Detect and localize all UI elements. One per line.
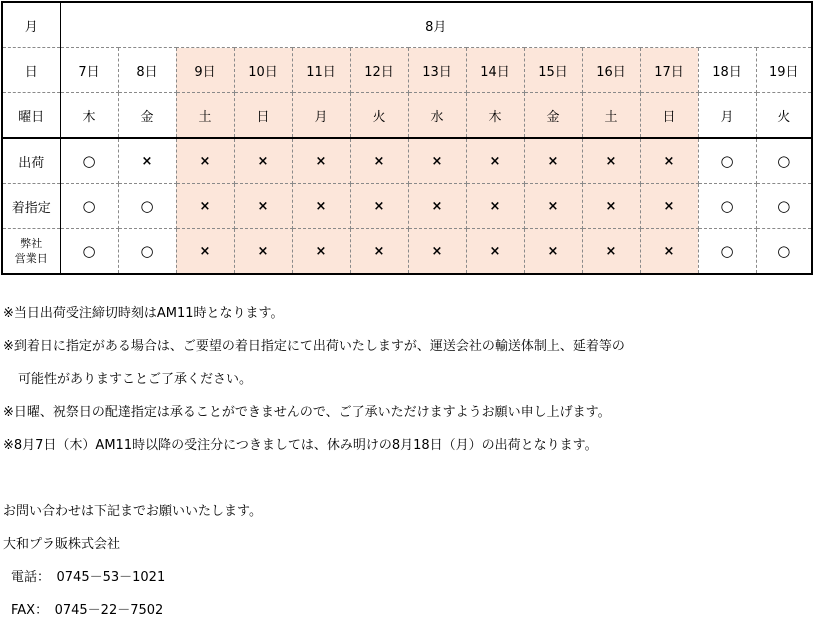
status-cell xyxy=(756,229,812,275)
unavailable-mark: × xyxy=(315,198,327,214)
status-cell xyxy=(582,229,640,275)
unavailable-mark: × xyxy=(257,243,269,259)
unavailable-mark: × xyxy=(663,243,675,259)
weekday-cell: 月 xyxy=(698,93,756,139)
unavailable-mark: × xyxy=(257,153,269,169)
status-cell xyxy=(408,138,466,184)
weekday-cell: 火 xyxy=(756,93,812,139)
status-cell xyxy=(234,229,292,275)
weekday-cell: 木 xyxy=(466,93,524,139)
month-row xyxy=(2,2,812,48)
status-cell xyxy=(292,138,350,184)
day-cell: 9日 xyxy=(176,48,234,93)
unavailable-mark: × xyxy=(489,243,501,259)
available-mark: ○ xyxy=(720,152,734,170)
status-cell xyxy=(756,184,812,229)
note-delivery-designation: ※到着日に指定がある場合は、ご要望の着日指定にて出荷いたしますが、運送会社の輸送体制上、延着等の xyxy=(3,339,625,354)
status-cell xyxy=(466,229,524,275)
month-value: 8月 xyxy=(60,2,812,48)
weekday-label: 曜日 xyxy=(2,93,60,139)
available-mark: ○ xyxy=(777,197,791,215)
status-cell xyxy=(524,229,582,275)
status-cell xyxy=(292,184,350,229)
day-cell: 10日 xyxy=(234,48,292,93)
unavailable-mark: × xyxy=(373,198,385,214)
status-cell xyxy=(118,184,176,229)
day-cell: 14日 xyxy=(466,48,524,93)
unavailable-mark: × xyxy=(431,243,443,259)
available-mark: ○ xyxy=(777,152,791,170)
unavailable-mark: × xyxy=(373,243,385,259)
status-cell xyxy=(756,138,812,184)
weekday-cell: 土 xyxy=(176,93,234,139)
available-mark: ○ xyxy=(720,197,734,215)
status-cell xyxy=(350,229,408,275)
contact-intro: お問い合わせは下記までお願いいたします。 xyxy=(3,504,262,519)
shipping-row xyxy=(2,138,812,184)
unavailable-mark: × xyxy=(141,153,153,169)
day-cell: 7日 xyxy=(60,48,118,93)
status-cell xyxy=(350,184,408,229)
unavailable-mark: × xyxy=(199,198,211,214)
shipping-label: 出荷 xyxy=(2,138,60,184)
status-cell xyxy=(582,184,640,229)
weekday-cell: 水 xyxy=(408,93,466,139)
weekday-row xyxy=(2,93,812,139)
unavailable-mark: × xyxy=(605,198,617,214)
day-cell: 19日 xyxy=(756,48,812,93)
status-cell xyxy=(408,229,466,275)
weekday-cell: 土 xyxy=(582,93,640,139)
day-row xyxy=(2,48,812,93)
day-cell: 16日 xyxy=(582,48,640,93)
unavailable-mark: × xyxy=(199,153,211,169)
available-mark: ○ xyxy=(82,152,96,170)
day-cell: 17日 xyxy=(640,48,698,93)
status-cell xyxy=(60,184,118,229)
weekday-cell: 月 xyxy=(292,93,350,139)
available-mark: ○ xyxy=(82,197,96,215)
weekday-cell: 日 xyxy=(234,93,292,139)
unavailable-mark: × xyxy=(489,153,501,169)
unavailable-mark: × xyxy=(315,243,327,259)
status-cell xyxy=(582,138,640,184)
unavailable-mark: × xyxy=(605,153,617,169)
status-cell xyxy=(118,229,176,275)
status-cell xyxy=(234,138,292,184)
delivery-designation-label: 着指定 xyxy=(2,184,60,229)
status-cell xyxy=(60,229,118,275)
weekday-cell: 日 xyxy=(640,93,698,139)
unavailable-mark: × xyxy=(431,198,443,214)
unavailable-mark: × xyxy=(605,243,617,259)
day-cell: 15日 xyxy=(524,48,582,93)
business-day-label-line1: 弊社 xyxy=(20,237,43,250)
status-cell xyxy=(60,138,118,184)
month-label: 月 xyxy=(2,2,60,48)
unavailable-mark: × xyxy=(315,153,327,169)
unavailable-mark: × xyxy=(489,198,501,214)
status-cell xyxy=(524,184,582,229)
day-label: 日 xyxy=(2,48,60,93)
unavailable-mark: × xyxy=(663,198,675,214)
shipping-schedule-table xyxy=(1,1,813,275)
status-cell xyxy=(640,138,698,184)
unavailable-mark: × xyxy=(547,243,559,259)
weekday-cell: 火 xyxy=(350,93,408,139)
status-cell xyxy=(118,138,176,184)
phone-number: 電話： 0745－53－1021 xyxy=(11,570,166,585)
unavailable-mark: × xyxy=(547,198,559,214)
status-cell xyxy=(466,138,524,184)
available-mark: ○ xyxy=(720,242,734,260)
business-day-label xyxy=(2,229,60,275)
status-cell xyxy=(524,138,582,184)
note-order-after: ※8月7日（木）AM11時以降の受注分につきましては、休み明けの8月18日（月）の出荷となります。 xyxy=(3,438,598,453)
notes-section xyxy=(3,297,625,627)
available-mark: ○ xyxy=(82,242,96,260)
status-cell xyxy=(698,138,756,184)
business-day-row xyxy=(2,229,812,275)
day-cell: 8日 xyxy=(118,48,176,93)
status-cell xyxy=(234,184,292,229)
status-cell xyxy=(698,184,756,229)
status-cell xyxy=(466,184,524,229)
status-cell xyxy=(408,184,466,229)
note-sunday-holiday: ※日曜、祝祭日の配達指定は承ることができませんので、ご了承いただけますようお願い申し上げます。 xyxy=(3,405,611,420)
status-cell xyxy=(350,138,408,184)
company-name: 大和プラ販株式会社 xyxy=(3,537,121,552)
unavailable-mark: × xyxy=(199,243,211,259)
unavailable-mark: × xyxy=(547,153,559,169)
unavailable-mark: × xyxy=(373,153,385,169)
day-cell: 11日 xyxy=(292,48,350,93)
status-cell xyxy=(176,229,234,275)
day-cell: 13日 xyxy=(408,48,466,93)
available-mark: ○ xyxy=(777,242,791,260)
unavailable-mark: × xyxy=(663,153,675,169)
weekday-cell: 木 xyxy=(60,93,118,139)
fax-number: FAX： 0745－22－7502 xyxy=(11,603,164,618)
unavailable-mark: × xyxy=(257,198,269,214)
business-day-label-line2: 営業日 xyxy=(14,252,48,265)
day-cell: 12日 xyxy=(350,48,408,93)
status-cell xyxy=(292,229,350,275)
status-cell xyxy=(176,184,234,229)
weekday-cell: 金 xyxy=(524,93,582,139)
available-mark: ○ xyxy=(140,242,154,260)
day-cell: 18日 xyxy=(698,48,756,93)
available-mark: ○ xyxy=(140,197,154,215)
status-cell xyxy=(640,184,698,229)
note-delivery-designation-cont: 可能性がありますことご了承ください。 xyxy=(18,372,253,387)
spacer xyxy=(3,462,625,495)
unavailable-mark: × xyxy=(431,153,443,169)
note-cutoff-time: ※当日出荷受注締切時刻はAM11時となります。 xyxy=(3,306,284,321)
delivery-designation-row xyxy=(2,184,812,229)
status-cell xyxy=(698,229,756,275)
status-cell xyxy=(640,229,698,275)
status-cell xyxy=(176,138,234,184)
weekday-cell: 金 xyxy=(118,93,176,139)
